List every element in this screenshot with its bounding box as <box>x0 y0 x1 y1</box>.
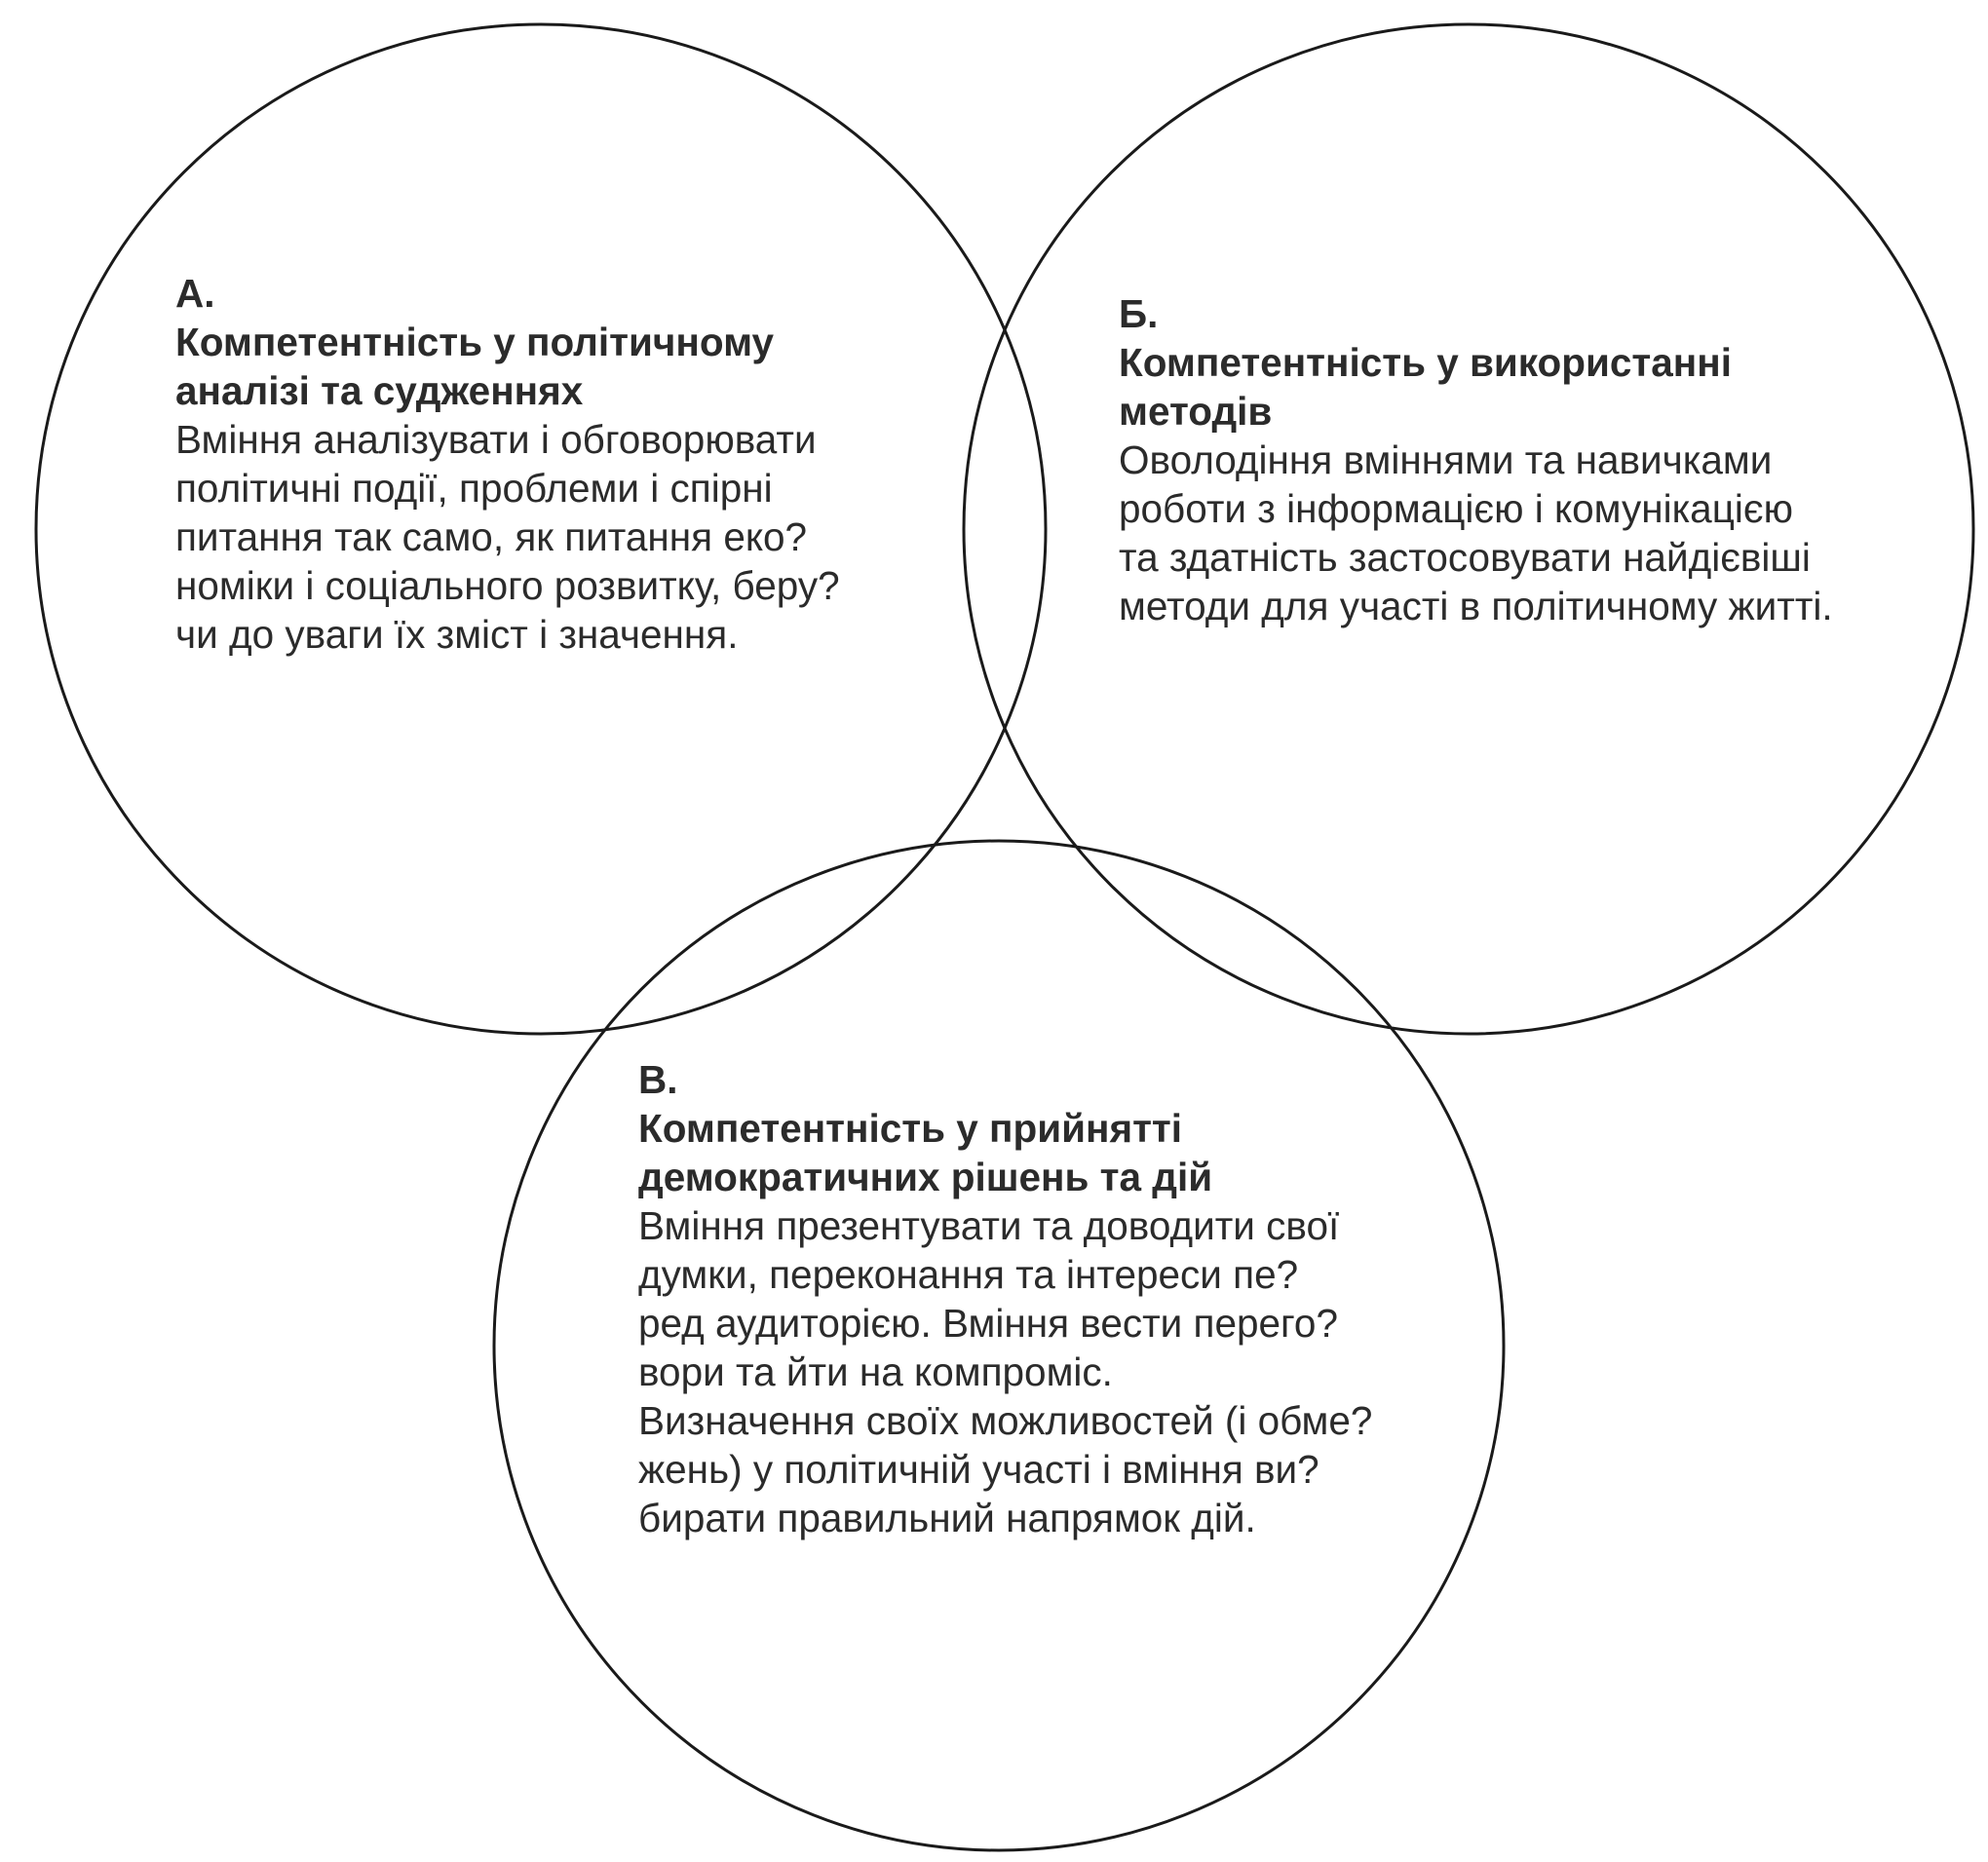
competence-a-text <box>175 269 840 659</box>
competence-c-body-line: ред аудиторією. Вміння вести перего? <box>638 1301 1338 1347</box>
competence-b-title-line: методів <box>1119 389 1273 435</box>
competence-a-body-line: питання так само, як питання еко? <box>175 514 808 560</box>
competence-a-body-line: Вміння аналізувати і обговорювати <box>175 417 817 463</box>
competence-a-title-line: аналізі та судженнях <box>175 368 584 414</box>
competence-b-body-line: та здатність застосовувати найдієвіші <box>1119 535 1811 581</box>
competence-b-letter: Б. <box>1119 291 1159 336</box>
competence-c-title-line: Компетентність у прийнятті <box>638 1106 1183 1152</box>
competence-c-body-line: вори та йти на компроміс. <box>638 1349 1113 1395</box>
competence-a-body-line: номіки і соціального розвитку, беру? <box>175 563 840 609</box>
competence-c-text <box>638 1055 1372 1542</box>
competence-a-letter: А. <box>175 271 215 316</box>
competence-c-title-line: демократичних рішень та дій <box>638 1155 1213 1200</box>
competence-a-body-line: чи до уваги їх зміст і значення. <box>175 612 739 658</box>
competence-a-title-line: Компетентність у політичному <box>175 320 775 365</box>
competence-c-letter: В. <box>638 1057 678 1102</box>
competence-c-body-line: Вміння презентувати та доводити свої <box>638 1203 1340 1249</box>
competence-b-body-line: роботи з інформацією і комунікацією <box>1119 486 1793 532</box>
competence-b-body-line: Оволодіння вміннями та навичками <box>1119 437 1773 483</box>
competence-c-body-line: жень) у політичній участі і вміння ви? <box>638 1447 1319 1493</box>
competence-b-text <box>1119 289 1833 630</box>
competence-c-body-line: бирати правильний напрямок дій. <box>638 1496 1256 1541</box>
competence-b-body-line: методи для участі в політичному житті. <box>1119 584 1833 629</box>
competence-b-title-line: Компетентність у використанні <box>1119 340 1732 386</box>
competence-a-body-line: політичні події, проблеми і спірні <box>175 466 773 512</box>
competence-c-body-line: думки, переконання та інтереси пе? <box>638 1252 1299 1298</box>
competence-c-body-line: Визначення своїх можливостей (і обме? <box>638 1398 1373 1444</box>
